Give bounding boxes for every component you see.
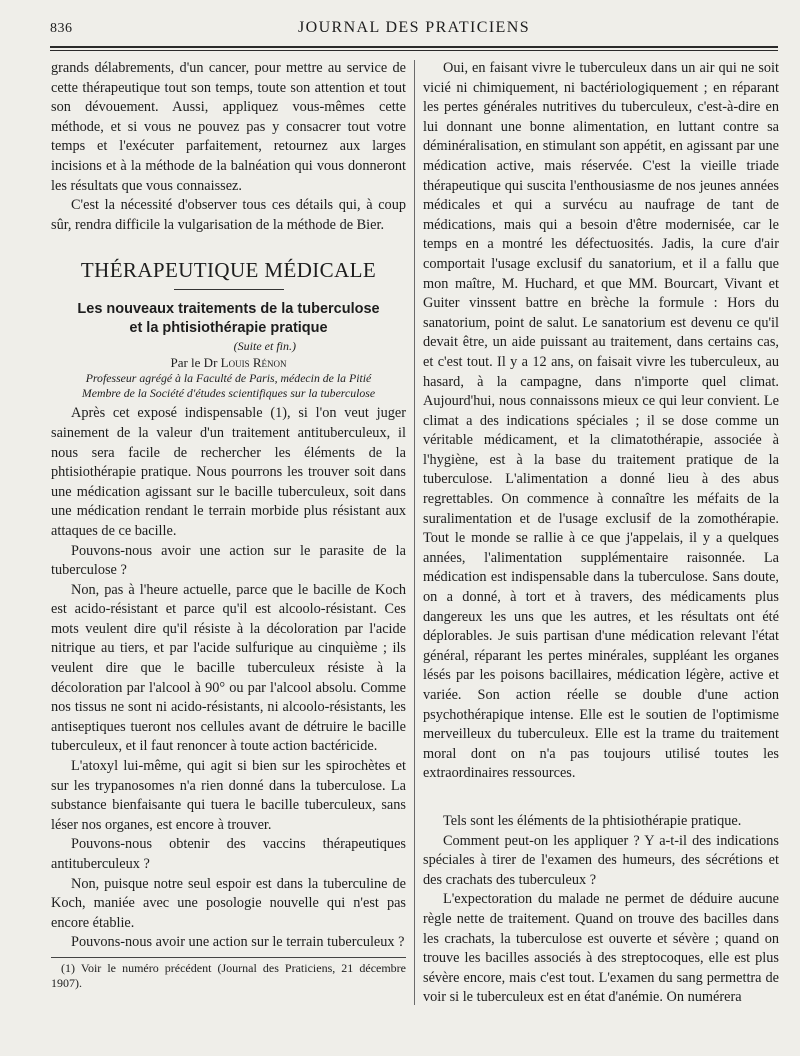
author-line xyxy=(51,354,406,371)
page-header xyxy=(50,17,778,47)
left-paragraph-4: Pouvons-nous avoir une action sur le parasite de la tuberculose ? xyxy=(51,542,406,579)
right-column xyxy=(423,59,779,1008)
section-title: THÉRAPEUTIQUE MÉDICALE xyxy=(80,258,377,283)
left-paragraph-6: L'atoxyl lui-même, qui agit si bien sur les spirochètes et sur les trypanosomes n'a rien donné dans la tuberculose. La substance bienfaisante qui tuera le bacille tuberculeux, sans léser nos organes, est encore à trouver. xyxy=(51,758,406,833)
column-divider xyxy=(414,60,415,1005)
left-paragraph-1: grands délabrements, d'un cancer, pour mettre au service de cette thérapeutique tout son temps, toute son attention et tout son dévouement. Aussi, appliquez vous-mêmes cette méthode, et si vous ne pouvez pas y consacrer tout votre temps et l'exécuter parfaitement, retournez aux larges incisions et à la méthode de la balnéation qui vous donneront les résultats que vous connaissez. xyxy=(51,60,406,194)
footnote: (1) Voir le numéro précédent (Journal des Praticiens, 21 décembre 1907). xyxy=(51,960,406,990)
continuation-note: (Suite et fin.) xyxy=(233,339,296,354)
left-column xyxy=(51,59,406,991)
footnote-rule xyxy=(51,957,406,958)
article-title-line-1: Les nouveaux traitements de la tuberculose xyxy=(77,301,380,318)
left-paragraph-8: Non, puisque notre seul espoir est dans la tuberculine de Koch, maniée avec une posologie nouvelle qui n'est pas encore établie. xyxy=(51,875,406,931)
article-title-line-2: et la phtisiothérapie pratique xyxy=(129,320,328,337)
author-affiliation-1: Professeur agrégé à la Faculté de Paris, médecin de la Pitié xyxy=(85,371,372,386)
left-paragraph-3: Après cet exposé indispensable (1), si l'on veut juger sainement de la valeur d'un traitement antituberculeux, il nous sera facile de rechercher les éléments de la phtisiothérapie pratique. Nous pourrons les trouver soit dans une médication agissant sur le bacille tuberculeux, soit dans une médication rendant le terrain morbide plus résistant aux attaques de ce bacille. xyxy=(51,405,406,539)
header-rule xyxy=(50,46,778,48)
journal-title: JOURNAL DES PRATICIENS xyxy=(297,19,530,36)
right-paragraph-3: Comment peut-on les appliquer ? Y a-t-il des indications spéciales à tirer de l'examen des humeurs, des sécrétions et des crachats des tuberculeux ? xyxy=(423,832,779,888)
author-affiliation-2: Membre de la Société d'études scientifiques sur la tuberculose xyxy=(81,386,376,401)
header-rule-thin xyxy=(50,50,778,51)
right-paragraph-1: Oui, en faisant vivre le tuberculeux dans un air qui ne soit vicié ni chimiquement, ni bactériologiquement ; en réparant les pertes générales nutritives du tuberculeux, c'est-à-dire en lui donnant une bonne alimentation, en luttant contre sa déminéralisation, en stimulant son appétit, en agissant par une médication active, mais réservée. C'est la vieille triade thérapeutique qui suscita l'enthousiasme de nos jeunes années médicales et qui a survécu au naufrage de tant de médications, mais qui a besoin d'être modernisée, car le temps en a montré les défectuosités. Jadis, la cure d'air comportait l'usage exclusif du sanatorium, et il a fallu que mon maître, M. Huchard, et que MM. Bourcart, Vivant et Guiter vinssent battre en brèche la formule : Hors du sanatorium, point de salut. Le sanatorium est devenu ce qu'il devait être, un aide puissant au traitement, dans certains cas, et c'est tout. Il y a 12 ans, on faisait vivre les tuberculeux, au hasard, à la campagne, dans n'importe quel climat. Aujourd'hui, nous connaissons mieux ce qui leur convient. Le climat a des indications spéciales ; il se dose comme un véritable médicament, et la climatothérapie, associée à l'hygiène, est à la base du traitement pratique de la tuberculose. L'alimentation a donné lieu à des abus regrettables. On commence à connaître les méfaits de la suralimentation et de l'usage exclusif de la zomothérapie. Tout le monde se rallie à ce que j'appelais, il y a quelques années, l'alimentation supplémentaire raisonnée. La médication est indispensable dans la tuberculose. Sans doute, on a donné, à tort et à travers, des médicaments plus dangereux les uns que les autres, et les résultats ont été déplorables. Je suis partisan d'une médication relevant l'état général, réparant les pertes minérales, suppléant les organes lésés par les poisons bacillaires, médication légère, active et variée. Son action réelle se double d'une action psychothérapique intense. Elle est le soutien de l'optimisme merveilleux du tuberculeux. Elle est la trame du traitement moral dont on n'a pas toujours utilisé toutes les extraordinaires ressources. xyxy=(423,60,779,782)
section-rule xyxy=(174,289,284,290)
page-number: 836 xyxy=(50,21,73,36)
right-paragraph-4: L'expectoration du malade ne permet de déduire aucune règle nette de traitement. Quand on trouve des bacilles dans les crachats, la tuberculose est ouverte et sévère ; quand on trouve les bacilles associés à des streptocoques, elle est plus sévère encore, mais c'est tout. L'examen du sang permettra de voir si le tuberculeux est en état d'anémie. On numérera xyxy=(423,891,779,1006)
author-prefix: Par le Dr xyxy=(170,355,221,371)
right-paragraph-2: Tels sont les éléments de la phtisiothérapie pratique. xyxy=(443,812,742,829)
left-paragraph-2: C'est la nécessité d'observer tous ces détails qui, à coup sûr, rendra difficile la vulgarisation de la méthode de Bier. xyxy=(51,197,406,233)
author-name: Louis Rénon xyxy=(220,355,287,371)
paragraph-gap xyxy=(423,784,779,812)
left-paragraph-7: Pouvons-nous obtenir des vaccins thérapeutiques antituberculeux ? xyxy=(51,836,406,872)
left-paragraph-9: Pouvons-nous avoir une action sur le terrain tuberculeux ? xyxy=(71,934,405,951)
left-paragraph-5: Non, pas à l'heure actuelle, parce que le bacille de Koch est acido-résistant et parce qu'il est alcoolo-résistant. Ces mots veulent dire qu'il résiste à la décoloration par l'acide nitrique au tiers, et par l'acide sulfurique au cinquième ; ils veulent dire que le bacille tuberculeux résiste à la décoloration par l'alcool à 90° ou par l'alcool absolu. Comme nos tissus ne sont ni acido-résistants, ni alcoolo-résistants, les antiseptiques tueront nos cellules avant de détruire le bacille tuberculeux, et il faut renoncer à toute action bactéricide. xyxy=(51,581,406,755)
